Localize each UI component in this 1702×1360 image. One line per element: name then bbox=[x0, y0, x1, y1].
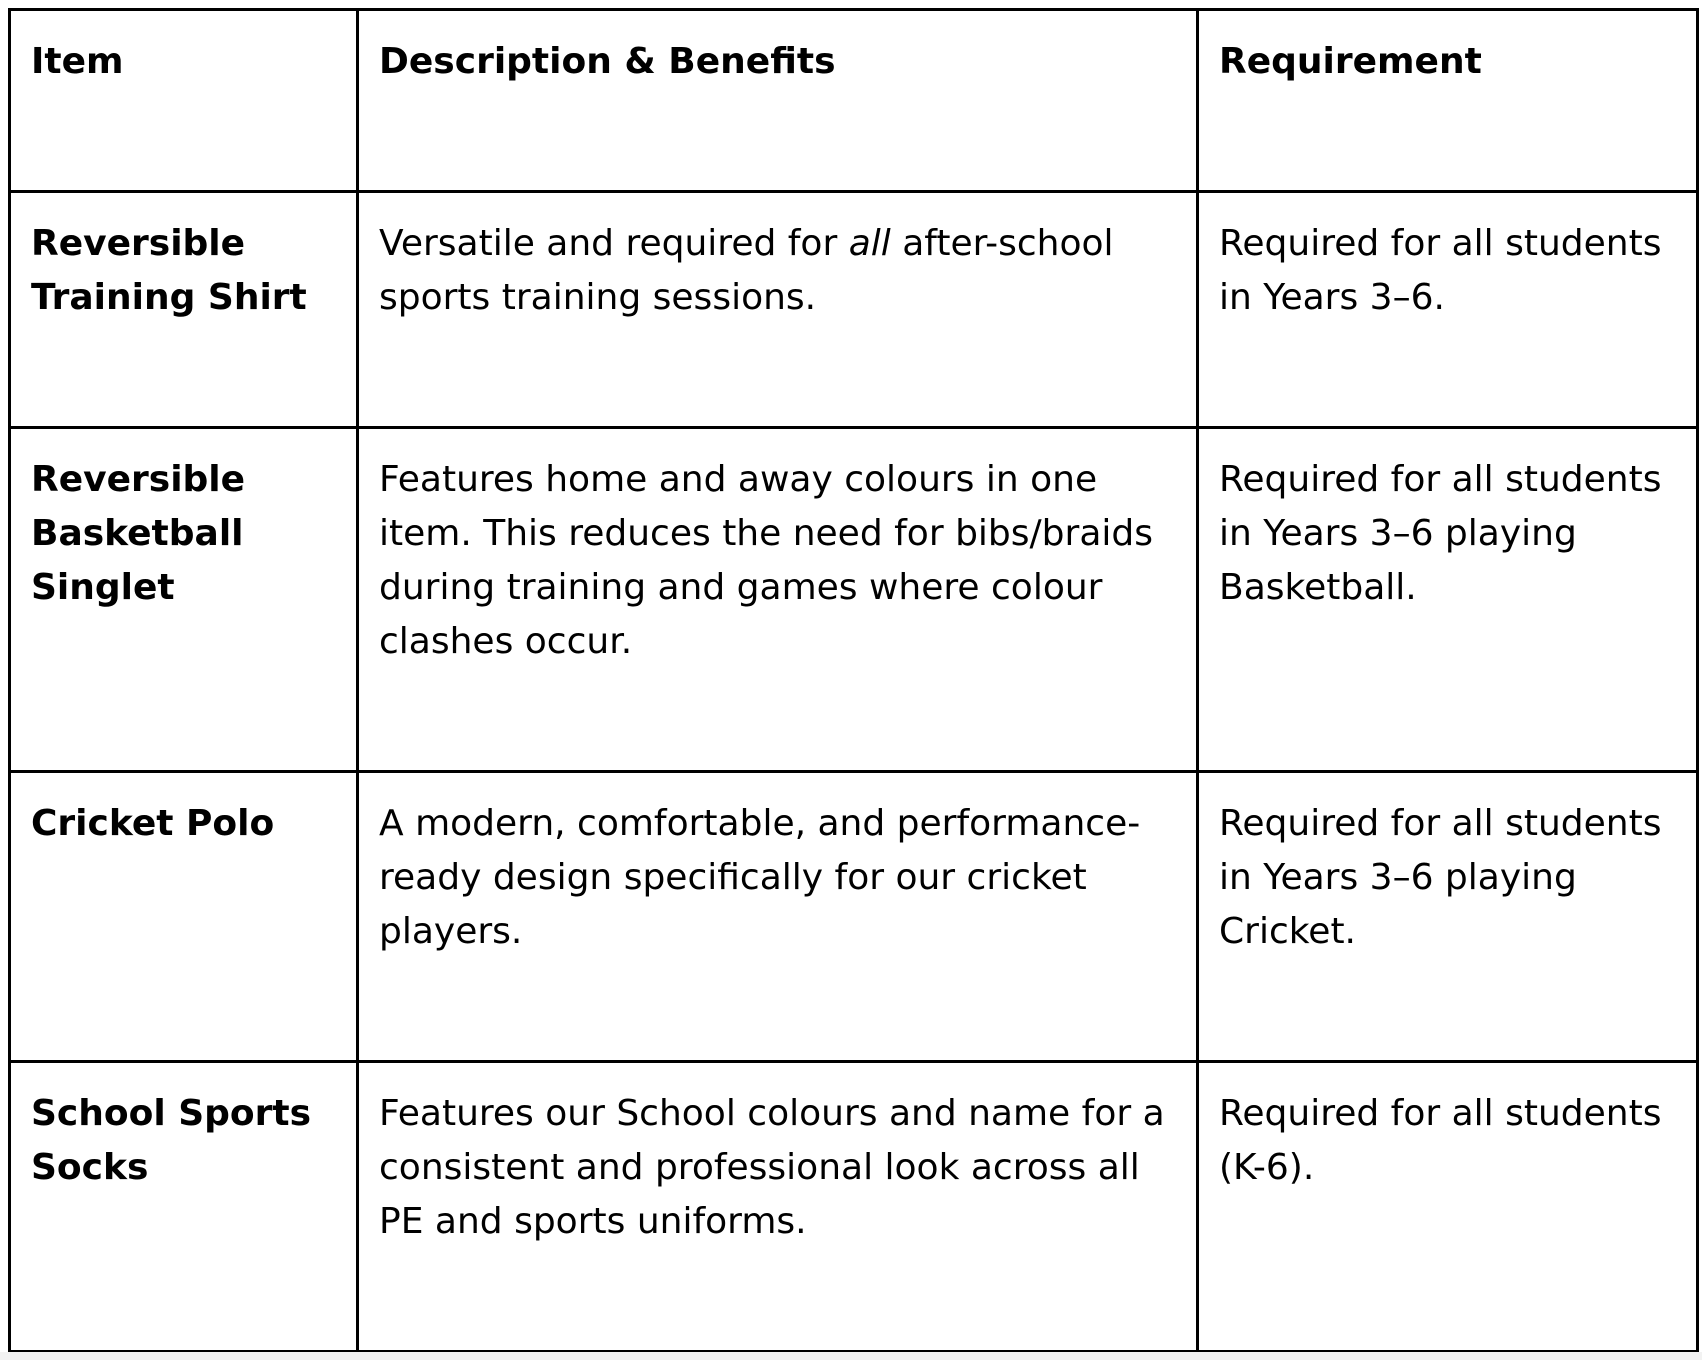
item-description bbox=[359, 193, 1196, 325]
item-description: A modern, comfortable, and performance-ready design specifically for our cricket players. bbox=[379, 803, 1141, 952]
table-row bbox=[10, 772, 1698, 1062]
table-row bbox=[10, 192, 1698, 428]
item-description: Features home and away colours in one item. This reduces the need for bibs/braids during training and games where colour clashes occur. bbox=[379, 459, 1153, 662]
item-cell bbox=[10, 1062, 358, 1352]
description-emphasis: all bbox=[848, 223, 891, 264]
description-cell bbox=[358, 192, 1198, 428]
item-requirement: Required for all students (K-6). bbox=[1219, 1093, 1662, 1188]
item-name: Cricket Polo bbox=[31, 803, 275, 844]
requirement-cell bbox=[1198, 772, 1698, 1062]
description-text: Versatile and required for bbox=[379, 223, 849, 264]
page-bottom-strip bbox=[0, 1352, 1702, 1360]
requirement-cell bbox=[1198, 428, 1698, 772]
description-cell bbox=[358, 772, 1198, 1062]
header-cell-requirement bbox=[1198, 10, 1698, 192]
table-row bbox=[10, 428, 1698, 772]
item-name: School Sports Socks bbox=[31, 1093, 312, 1188]
header-description-label: Description & Benefits bbox=[379, 41, 836, 82]
item-name: Reversible Training Shirt bbox=[31, 223, 307, 318]
item-name: Reversible Basketball Singlet bbox=[31, 459, 246, 608]
item-cell bbox=[10, 772, 358, 1062]
item-requirement: Required for all students in Years 3–6. bbox=[1219, 223, 1662, 318]
item-description: Features our School colours and name for a consistent and professional look across all PE and sports uniforms. bbox=[379, 1093, 1165, 1242]
description-cell bbox=[358, 428, 1198, 772]
requirement-cell bbox=[1198, 192, 1698, 428]
header-cell-item bbox=[10, 10, 358, 192]
requirement-cell bbox=[1198, 1062, 1698, 1352]
item-requirement: Required for all students in Years 3–6 playing Basketball. bbox=[1219, 459, 1662, 608]
header-item-label: Item bbox=[31, 41, 124, 82]
item-cell bbox=[10, 192, 358, 428]
description-text: after-school sports training sessions. bbox=[379, 223, 1114, 318]
table-row bbox=[10, 1062, 1698, 1352]
header-requirement-label: Requirement bbox=[1219, 41, 1482, 82]
table-header-row bbox=[10, 10, 1698, 192]
description-cell bbox=[358, 1062, 1198, 1352]
uniform-requirements-table bbox=[8, 8, 1699, 1353]
item-requirement: Required for all students in Years 3–6 playing Cricket. bbox=[1219, 803, 1662, 952]
header-cell-description bbox=[358, 10, 1198, 192]
item-cell bbox=[10, 428, 358, 772]
